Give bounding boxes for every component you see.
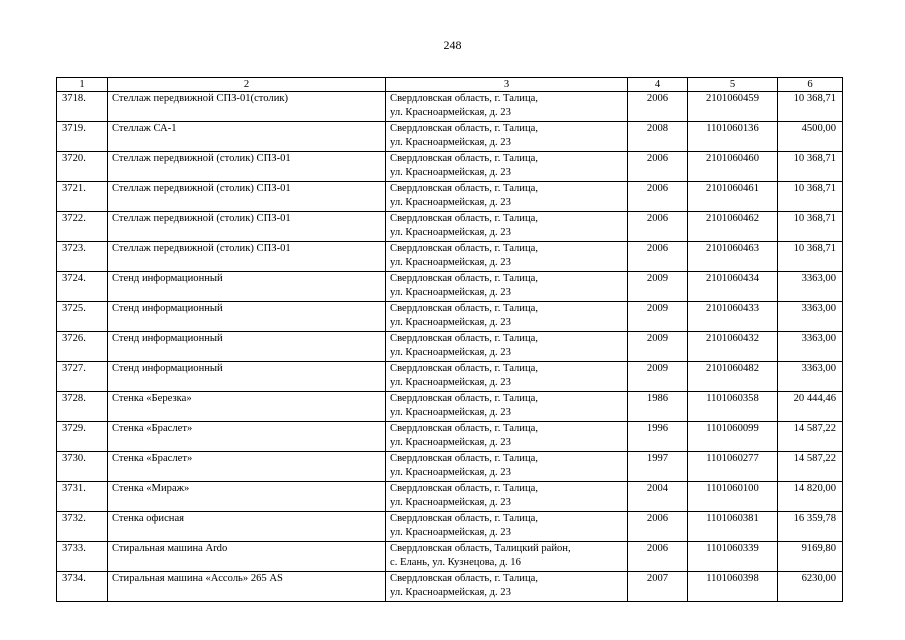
row-number-cell bbox=[57, 482, 108, 512]
address-line-2: ул. Красноармейская, д. 23 bbox=[390, 407, 511, 418]
year-cell bbox=[628, 272, 688, 302]
year-cell bbox=[628, 362, 688, 392]
cost-value: 20 444,46 bbox=[793, 393, 836, 404]
column-header-1: 1 bbox=[57, 78, 108, 92]
row-number-cell bbox=[57, 362, 108, 392]
address-cell bbox=[386, 122, 628, 152]
address-line-1: Свердловская область, г. Талица, bbox=[390, 93, 538, 104]
cost-cell bbox=[778, 182, 843, 212]
table-row bbox=[57, 212, 843, 242]
item-name: Стенка «Березка» bbox=[112, 393, 192, 404]
inventory-number: 2101060459 bbox=[706, 93, 759, 104]
year: 2009 bbox=[646, 303, 669, 314]
inventory-number: 2101060433 bbox=[706, 303, 759, 314]
row-number-cell bbox=[57, 272, 108, 302]
address-line-2: ул. Красноармейская, д. 23 bbox=[390, 527, 511, 538]
row-number: 3731. bbox=[62, 483, 86, 494]
address-cell bbox=[386, 332, 628, 362]
table-row bbox=[57, 572, 843, 602]
address-line-1: Свердловская область, г. Талица, bbox=[390, 423, 538, 434]
address-line-1: Свердловская область, г. Талица, bbox=[390, 393, 538, 404]
cost-value: 3363,00 bbox=[801, 363, 836, 374]
cost-cell bbox=[778, 242, 843, 272]
inventory-number: 2101060482 bbox=[706, 363, 759, 374]
item-name: Стенка «Браслет» bbox=[112, 453, 193, 464]
address-line-2: ул. Красноармейская, д. 23 bbox=[390, 587, 511, 598]
year-cell bbox=[628, 242, 688, 272]
address-line-1: Свердловская область, г. Талица, bbox=[390, 273, 538, 284]
address-line-1: Свердловская область, г. Талица, bbox=[390, 123, 538, 134]
address-line-1: Свердловская область, г. Талица, bbox=[390, 213, 538, 224]
cost-value: 14 587,22 bbox=[793, 453, 836, 464]
year-cell bbox=[628, 422, 688, 452]
address-line-1: Свердловская область, г. Талица, bbox=[390, 243, 538, 254]
address-cell bbox=[386, 212, 628, 242]
row-number: 3730. bbox=[62, 453, 86, 464]
inventory-number: 2101060432 bbox=[706, 333, 759, 344]
table-row bbox=[57, 392, 843, 422]
table-row bbox=[57, 422, 843, 452]
address-line-1: Свердловская область, г. Талица, bbox=[390, 183, 538, 194]
address-cell bbox=[386, 452, 628, 482]
cost-value: 3363,00 bbox=[801, 273, 836, 284]
row-number: 3733. bbox=[62, 543, 86, 554]
inventory-number-cell bbox=[688, 122, 778, 152]
item-name-cell bbox=[108, 482, 386, 512]
item-name: Стенд информационный bbox=[112, 363, 223, 374]
page-number: 248 bbox=[443, 38, 462, 52]
year-cell bbox=[628, 332, 688, 362]
year-cell bbox=[628, 482, 688, 512]
item-name-cell bbox=[108, 272, 386, 302]
row-number: 3732. bbox=[62, 513, 86, 524]
inventory-number-cell bbox=[688, 542, 778, 572]
cost-cell bbox=[778, 512, 843, 542]
row-number: 3726. bbox=[62, 333, 86, 344]
item-name: Стенка «Мираж» bbox=[112, 483, 190, 494]
row-number-cell bbox=[57, 392, 108, 422]
inventory-number-cell bbox=[688, 92, 778, 122]
year: 1996 bbox=[646, 423, 669, 434]
address-line-1: Свердловская область, г. Талица, bbox=[390, 453, 538, 464]
address-cell bbox=[386, 302, 628, 332]
table-header bbox=[57, 78, 843, 92]
year: 2006 bbox=[646, 153, 669, 164]
item-name-cell bbox=[108, 542, 386, 572]
item-name: Стенд информационный bbox=[112, 273, 223, 284]
address-line-1: Свердловская область, г. Талица, bbox=[390, 513, 538, 524]
cost-cell bbox=[778, 482, 843, 512]
inventory-number: 1101060277 bbox=[706, 453, 759, 464]
cost-value: 10 368,71 bbox=[793, 153, 836, 164]
item-name-cell bbox=[108, 302, 386, 332]
address-line-2: ул. Красноармейская, д. 23 bbox=[390, 227, 511, 238]
cost-value: 3363,00 bbox=[801, 303, 836, 314]
table-row bbox=[57, 182, 843, 212]
table-row bbox=[57, 152, 843, 182]
cost-cell bbox=[778, 392, 843, 422]
table-row bbox=[57, 302, 843, 332]
table-row bbox=[57, 452, 843, 482]
address-cell bbox=[386, 182, 628, 212]
item-name: Стенд информационный bbox=[112, 303, 223, 314]
inventory-number-cell bbox=[688, 242, 778, 272]
address-line-2: ул. Красноармейская, д. 23 bbox=[390, 467, 511, 478]
table-row bbox=[57, 512, 843, 542]
row-number: 3728. bbox=[62, 393, 86, 404]
inventory-number-cell bbox=[688, 392, 778, 422]
year: 2007 bbox=[646, 573, 669, 584]
year-cell bbox=[628, 92, 688, 122]
cost-value: 16 359,78 bbox=[793, 513, 836, 524]
cost-cell bbox=[778, 152, 843, 182]
item-name: Стиральная машина «Ассоль» 265 AS bbox=[112, 573, 283, 584]
item-name: Стенка офисная bbox=[112, 513, 185, 524]
inventory-number-cell bbox=[688, 212, 778, 242]
item-name: Стеллаж передвижной (столик) СПЗ-01 bbox=[112, 153, 291, 164]
address-line-1: Свердловская область, г. Талица, bbox=[390, 573, 538, 584]
table-row bbox=[57, 482, 843, 512]
cost-cell bbox=[778, 92, 843, 122]
item-name-cell bbox=[108, 422, 386, 452]
year: 2009 bbox=[646, 273, 669, 284]
address-line-2: ул. Красноармейская, д. 23 bbox=[390, 347, 511, 358]
cost-value: 3363,00 bbox=[801, 333, 836, 344]
address-line-1: Свердловская область, г. Талица, bbox=[390, 333, 538, 344]
row-number-cell bbox=[57, 152, 108, 182]
inventory-number: 1101060100 bbox=[706, 483, 759, 494]
item-name-cell bbox=[108, 512, 386, 542]
year: 2006 bbox=[646, 513, 669, 524]
row-number-cell bbox=[57, 512, 108, 542]
cost-value: 14 587,22 bbox=[793, 423, 836, 434]
row-number-cell bbox=[57, 302, 108, 332]
year-cell bbox=[628, 452, 688, 482]
cost-cell bbox=[778, 572, 843, 602]
column-header-4: 4 bbox=[628, 78, 688, 92]
address-cell bbox=[386, 92, 628, 122]
item-name-cell bbox=[108, 392, 386, 422]
year: 2006 bbox=[646, 543, 669, 554]
row-number-cell bbox=[57, 122, 108, 152]
row-number-cell bbox=[57, 572, 108, 602]
inventory-number-cell bbox=[688, 362, 778, 392]
row-number-cell bbox=[57, 542, 108, 572]
row-number-cell bbox=[57, 242, 108, 272]
inventory-number: 1101060136 bbox=[706, 123, 759, 134]
item-name-cell bbox=[108, 452, 386, 482]
year: 2009 bbox=[646, 363, 669, 374]
row-number-cell bbox=[57, 332, 108, 362]
address-line-2: ул. Красноармейская, д. 23 bbox=[390, 377, 511, 388]
year-cell bbox=[628, 542, 688, 572]
address-line-2: ул. Красноармейская, д. 23 bbox=[390, 437, 511, 448]
year: 2006 bbox=[646, 213, 669, 224]
year: 2004 bbox=[646, 483, 669, 494]
address-line-2: ул. Красноармейская, д. 23 bbox=[390, 137, 511, 148]
item-name: Стеллаж передвижной (столик) СПЗ-01 bbox=[112, 213, 291, 224]
year: 2008 bbox=[646, 123, 669, 134]
inventory-number: 1101060358 bbox=[706, 393, 759, 404]
year-cell bbox=[628, 122, 688, 152]
cost-value: 10 368,71 bbox=[793, 183, 836, 194]
table-row bbox=[57, 92, 843, 122]
row-number: 3718. bbox=[62, 93, 86, 104]
item-name: Стенд информационный bbox=[112, 333, 223, 344]
year: 2006 bbox=[646, 243, 669, 254]
table-row bbox=[57, 272, 843, 302]
column-header-6: 6 bbox=[778, 78, 843, 92]
inventory-number: 2101060463 bbox=[706, 243, 759, 254]
address-cell bbox=[386, 152, 628, 182]
item-name: Стенка «Браслет» bbox=[112, 423, 193, 434]
row-number: 3719. bbox=[62, 123, 86, 134]
address-line-2: с. Елань, ул. Кузнецова, д. 16 bbox=[390, 557, 521, 568]
table-row bbox=[57, 362, 843, 392]
cost-cell bbox=[778, 542, 843, 572]
year: 2009 bbox=[646, 333, 669, 344]
item-name: Стеллаж СА-1 bbox=[112, 123, 177, 134]
row-number: 3720. bbox=[62, 153, 86, 164]
address-cell bbox=[386, 482, 628, 512]
year: 2006 bbox=[646, 183, 669, 194]
inventory-number-cell bbox=[688, 572, 778, 602]
address-cell bbox=[386, 572, 628, 602]
cost-value: 10 368,71 bbox=[793, 243, 836, 254]
item-name: Стиральная машина Ardo bbox=[112, 543, 228, 554]
cost-cell bbox=[778, 122, 843, 152]
cost-cell bbox=[778, 212, 843, 242]
row-number: 3723. bbox=[62, 243, 86, 254]
address-line-1: Свердловская область, г. Талица, bbox=[390, 303, 538, 314]
year-cell bbox=[628, 302, 688, 332]
cost-value: 10 368,71 bbox=[793, 93, 836, 104]
row-number: 3729. bbox=[62, 423, 86, 434]
year-cell bbox=[628, 572, 688, 602]
header-row bbox=[57, 78, 843, 92]
address-line-1: Свердловская область, г. Талица, bbox=[390, 153, 538, 164]
inventory-number-cell bbox=[688, 422, 778, 452]
cost-value: 4500,00 bbox=[801, 123, 836, 134]
cost-cell bbox=[778, 452, 843, 482]
cost-cell bbox=[778, 332, 843, 362]
inventory-number: 1101060099 bbox=[706, 423, 759, 434]
item-name: Стеллаж передвижной (столик) СПЗ-01 bbox=[112, 243, 291, 254]
address-cell bbox=[386, 542, 628, 572]
address-line-2: ул. Красноармейская, д. 23 bbox=[390, 317, 511, 328]
address-line-2: ул. Красноармейская, д. 23 bbox=[390, 497, 511, 508]
address-cell bbox=[386, 362, 628, 392]
item-name: Стеллаж передвижной (столик) СПЗ-01 bbox=[112, 183, 291, 194]
year: 1986 bbox=[646, 393, 669, 404]
address-cell bbox=[386, 392, 628, 422]
cost-cell bbox=[778, 422, 843, 452]
inventory-number-cell bbox=[688, 482, 778, 512]
row-number-cell bbox=[57, 422, 108, 452]
item-name-cell bbox=[108, 212, 386, 242]
item-name-cell bbox=[108, 122, 386, 152]
item-name-cell bbox=[108, 572, 386, 602]
row-number: 3734. bbox=[62, 573, 86, 584]
address-line-2: ул. Красноармейская, д. 23 bbox=[390, 287, 511, 298]
table-row bbox=[57, 332, 843, 362]
item-name-cell bbox=[108, 152, 386, 182]
inventory-number-cell bbox=[688, 332, 778, 362]
row-number: 3727. bbox=[62, 363, 86, 374]
item-name-cell bbox=[108, 362, 386, 392]
row-number-cell bbox=[57, 92, 108, 122]
year-cell bbox=[628, 512, 688, 542]
row-number-cell bbox=[57, 212, 108, 242]
row-number-cell bbox=[57, 182, 108, 212]
column-header-5: 5 bbox=[688, 78, 778, 92]
inventory-number-cell bbox=[688, 272, 778, 302]
inventory-number: 1101060381 bbox=[706, 513, 759, 524]
year-cell bbox=[628, 152, 688, 182]
property-table bbox=[56, 77, 843, 602]
address-cell bbox=[386, 242, 628, 272]
address-line-1: Свердловская область, г. Талица, bbox=[390, 363, 538, 374]
item-name-cell bbox=[108, 182, 386, 212]
item-name-cell bbox=[108, 332, 386, 362]
inventory-number-cell bbox=[688, 512, 778, 542]
year-cell bbox=[628, 392, 688, 422]
table-row bbox=[57, 122, 843, 152]
row-number-cell bbox=[57, 452, 108, 482]
address-line-1: Свердловская область, г. Талица, bbox=[390, 483, 538, 494]
address-cell bbox=[386, 422, 628, 452]
table-row bbox=[57, 542, 843, 572]
cost-cell bbox=[778, 272, 843, 302]
column-header-3: 3 bbox=[386, 78, 628, 92]
item-name-cell bbox=[108, 92, 386, 122]
address-cell bbox=[386, 272, 628, 302]
address-cell bbox=[386, 512, 628, 542]
year: 1997 bbox=[646, 453, 669, 464]
address-line-2: ул. Красноармейская, д. 23 bbox=[390, 197, 511, 208]
item-name-cell bbox=[108, 242, 386, 272]
year: 2006 bbox=[646, 93, 669, 104]
row-number: 3724. bbox=[62, 273, 86, 284]
cost-cell bbox=[778, 302, 843, 332]
inventory-number-cell bbox=[688, 152, 778, 182]
year-cell bbox=[628, 212, 688, 242]
address-line-2: ул. Красноармейская, д. 23 bbox=[390, 107, 511, 118]
address-line-2: ул. Красноармейская, д. 23 bbox=[390, 257, 511, 268]
inventory-number: 2101060461 bbox=[706, 183, 759, 194]
cost-value: 10 368,71 bbox=[793, 213, 836, 224]
row-number: 3722. bbox=[62, 213, 86, 224]
cost-value: 14 820,00 bbox=[793, 483, 836, 494]
inventory-number: 2101060462 bbox=[706, 213, 759, 224]
inventory-number-cell bbox=[688, 452, 778, 482]
inventory-number: 1101060398 bbox=[706, 573, 759, 584]
inventory-number: 2101060460 bbox=[706, 153, 759, 164]
cost-value: 6230,00 bbox=[801, 573, 836, 584]
inventory-number-cell bbox=[688, 182, 778, 212]
inventory-number: 1101060339 bbox=[706, 543, 759, 554]
row-number: 3721. bbox=[62, 183, 86, 194]
table-body bbox=[57, 92, 843, 602]
year-cell bbox=[628, 182, 688, 212]
address-line-2: ул. Красноармейская, д. 23 bbox=[390, 167, 511, 178]
column-header-2: 2 bbox=[108, 78, 386, 92]
cost-value: 9169,80 bbox=[801, 543, 836, 554]
address-line-1: Свердловская область, Талицкий район, bbox=[390, 543, 571, 554]
item-name: Стеллаж передвижной СПЗ-01(столик) bbox=[112, 93, 289, 104]
cost-cell bbox=[778, 362, 843, 392]
inventory-number: 2101060434 bbox=[706, 273, 759, 284]
inventory-number-cell bbox=[688, 302, 778, 332]
row-number: 3725. bbox=[62, 303, 86, 314]
table-row bbox=[57, 242, 843, 272]
